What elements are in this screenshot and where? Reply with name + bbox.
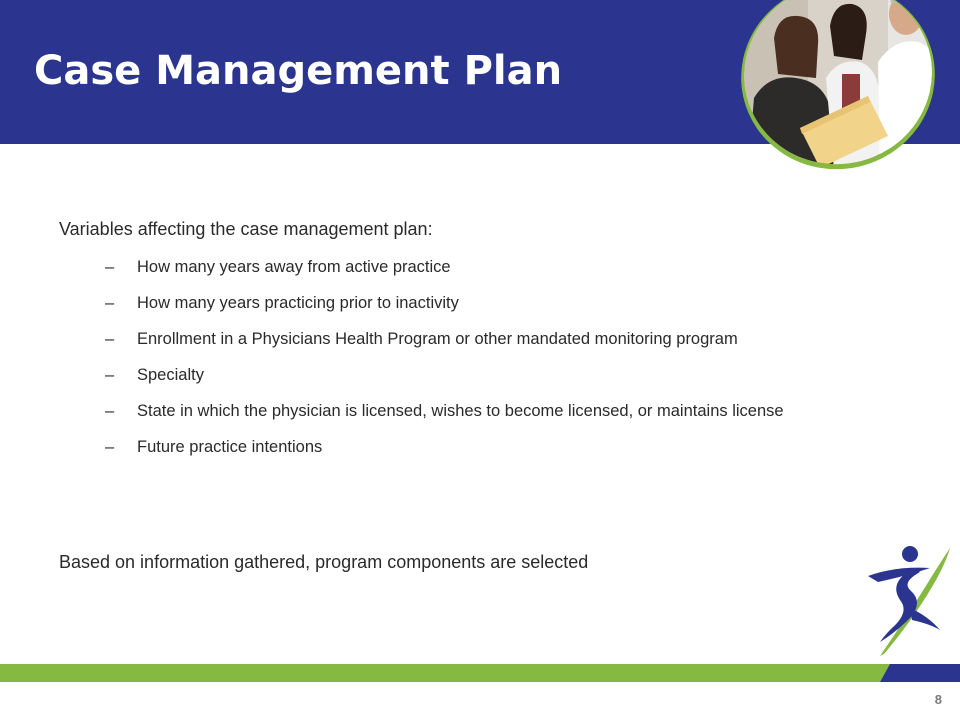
bullet-text: Enrollment in a Physicians Health Program or other mandated monitoring program	[137, 330, 738, 348]
page-number: 8	[934, 692, 942, 707]
list-item	[105, 256, 825, 278]
bullet-dash: –	[105, 330, 115, 348]
bullet-dash: –	[105, 366, 115, 384]
list-item	[105, 328, 825, 350]
bullet-text: How many years practicing prior to inactivity	[137, 294, 459, 312]
bullet-dash: –	[105, 402, 115, 420]
footer-green-bar	[0, 664, 960, 682]
list-item	[105, 364, 825, 386]
footer-navy-accent	[880, 664, 960, 682]
slide-title: Case Management Plan	[34, 48, 563, 94]
list-item	[105, 436, 825, 458]
outro-text: Based on information gathered, program components are selected	[59, 552, 589, 572]
bullet-text: Specialty	[137, 366, 204, 384]
bullet-list	[105, 256, 825, 458]
figure-logo-icon	[866, 542, 952, 658]
bullet-dash: –	[105, 294, 115, 312]
list-item	[105, 400, 825, 422]
bullet-dash: –	[105, 258, 115, 276]
bullet-dash: –	[105, 438, 115, 456]
bullet-text: Future practice intentions	[137, 438, 323, 456]
slide-body	[59, 216, 859, 472]
list-item	[105, 292, 825, 314]
bullet-text: How many years away from active practice	[137, 258, 451, 276]
bullet-text: State in which the physician is licensed, wishes to become licensed, or maintains license	[137, 402, 784, 420]
header-photo	[738, 0, 938, 170]
intro-text: Variables affecting the case management plan:	[59, 219, 433, 239]
